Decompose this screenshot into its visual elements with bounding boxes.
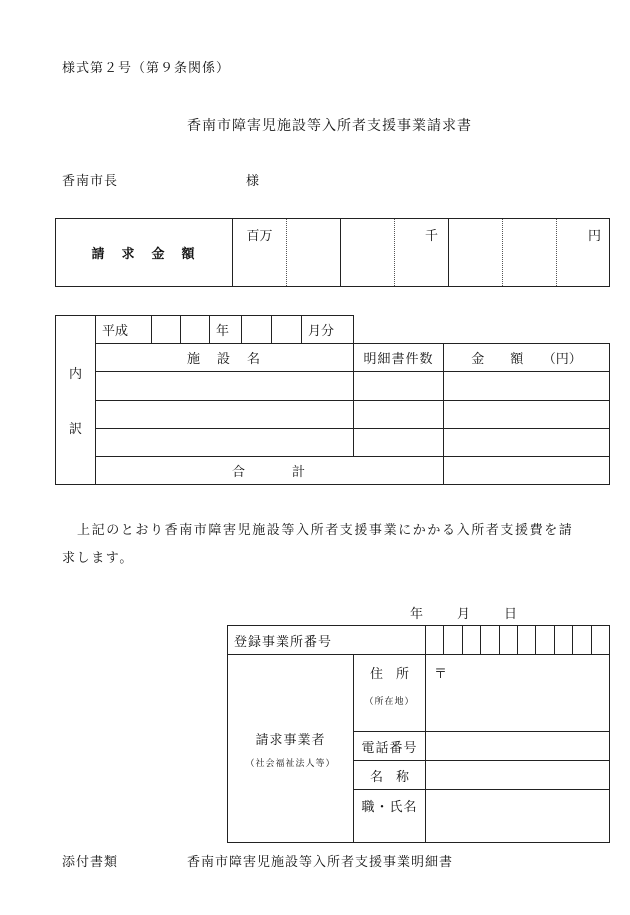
address-label-cell — [354, 655, 426, 732]
reg-number-digit[interactable] — [481, 626, 499, 655]
facility-name-cell[interactable] — [96, 401, 354, 429]
col-facility-name: 施 設 名 — [96, 344, 354, 372]
name-field[interactable] — [426, 761, 610, 790]
reg-number-digit[interactable] — [536, 626, 554, 655]
breakdown-side-label — [56, 316, 96, 485]
addressee-name: 香南市長 — [62, 174, 119, 189]
date-month: 月 — [457, 607, 472, 622]
phone-field[interactable] — [426, 732, 610, 761]
reg-number-digit[interactable] — [462, 626, 480, 655]
amount-label: 請 求 金 額 — [56, 219, 233, 287]
amount-cell[interactable] — [444, 401, 610, 429]
address-sub-label: （所在地） — [364, 697, 415, 707]
form-number: 様式第２号（第９条関係） — [62, 61, 231, 76]
amount-cell[interactable] — [444, 372, 610, 401]
total-label: 合 計 — [96, 457, 444, 485]
unit-yen-label: 円 — [587, 229, 601, 244]
statement-line-1: 上記のとおり香南市障害児施設等入所者支援事業にかかる入所者支援費を請 — [77, 523, 574, 538]
reg-number-digit[interactable] — [573, 626, 591, 655]
attachments-value: 香南市障害児施設等入所者支援事業明細書 — [187, 855, 454, 870]
breakdown-side-top: 内 — [68, 367, 82, 382]
year-digit[interactable] — [152, 316, 181, 344]
postal-mark: 〒 — [434, 667, 448, 682]
breakdown-table — [55, 315, 610, 485]
year-label: 年 — [210, 316, 242, 344]
page-title: 香南市障害児施設等入所者支援事業請求書 — [187, 118, 472, 134]
count-cell[interactable] — [354, 401, 444, 429]
col-statement-count: 明細書件数 — [354, 344, 444, 372]
breakdown-side-bottom: 訳 — [68, 422, 82, 437]
count-cell[interactable] — [354, 429, 444, 457]
unit-thousand[interactable] — [395, 219, 449, 287]
claimant-sub-label: （社会福祉法人等） — [245, 758, 336, 769]
date-year: 年 — [410, 607, 425, 622]
count-cell[interactable] — [354, 372, 444, 401]
reg-number-digit[interactable] — [591, 626, 609, 655]
addressee-honorific: 様 — [246, 174, 261, 189]
reg-number-label: 登録事業所番号 — [228, 626, 426, 655]
reg-number-digit[interactable] — [554, 626, 572, 655]
amount-cell[interactable] — [444, 429, 610, 457]
name-label: 名 称 — [354, 761, 426, 790]
unit-yen[interactable] — [557, 219, 610, 287]
month-label: 月分 — [302, 316, 354, 344]
amount-digit[interactable] — [449, 219, 503, 287]
amount-digit[interactable] — [503, 219, 557, 287]
representative-label: 職・氏名 — [354, 790, 426, 843]
amount-digit[interactable] — [341, 219, 395, 287]
blank-cell — [354, 316, 610, 344]
reg-number-digit[interactable] — [426, 626, 444, 655]
total-amount-cell[interactable] — [444, 457, 610, 485]
facility-name-cell[interactable] — [96, 372, 354, 401]
representative-field[interactable] — [426, 790, 610, 843]
reg-number-digit[interactable] — [517, 626, 535, 655]
statement-line-2: 求します。 — [62, 551, 134, 566]
unit-million[interactable] — [233, 219, 287, 287]
address-field[interactable] — [426, 655, 610, 732]
amount-digit[interactable] — [287, 219, 341, 287]
reg-number-digit[interactable] — [444, 626, 462, 655]
claimant-table — [227, 625, 610, 843]
month-digit[interactable] — [242, 316, 272, 344]
attachments-label: 添付書類 — [62, 855, 119, 870]
era-label: 平成 — [96, 316, 152, 344]
month-digit[interactable] — [272, 316, 302, 344]
phone-label: 電話番号 — [354, 732, 426, 761]
unit-thousand-label: 千 — [424, 229, 438, 244]
date-day: 日 — [504, 607, 519, 622]
year-digit[interactable] — [181, 316, 210, 344]
claimant-label: 請求事業者 — [255, 732, 326, 748]
col-amount: 金 額 （円） — [444, 344, 610, 372]
address-label: 住 所 — [370, 667, 410, 682]
facility-name-cell[interactable] — [96, 429, 354, 457]
amount-table — [55, 218, 610, 287]
unit-million-label: 百万 — [246, 229, 273, 244]
claimant-label-cell — [228, 655, 354, 843]
reg-number-digit[interactable] — [499, 626, 517, 655]
